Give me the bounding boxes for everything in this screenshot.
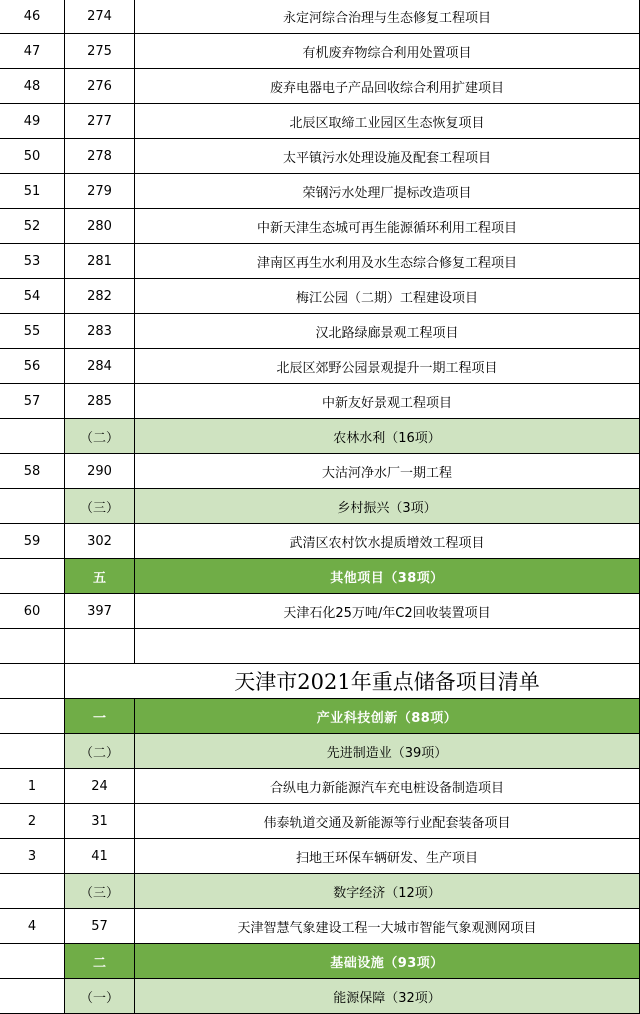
- category-row: [0, 559, 640, 594]
- project-name-cell: [135, 104, 640, 139]
- project-name-cell: [135, 489, 640, 524]
- item-row: [0, 909, 640, 944]
- project-name-cell-text: 先进制造业（39项）: [326, 745, 448, 761]
- item-row: [0, 174, 640, 209]
- project-code-cell: [65, 769, 135, 804]
- project-code-cell: [65, 629, 135, 664]
- project-name-cell-text: 梅江公园（二期）工程建设项目: [295, 290, 478, 306]
- seq-number-cell-text: 50: [23, 148, 41, 164]
- project-code-cell-text: 57: [91, 918, 108, 934]
- project-code-cell-text: （三）: [79, 885, 119, 901]
- project-code-cell-text: （二）: [79, 430, 119, 446]
- project-name-cell-text: 北辰区取缔工业园区生态恢复项目: [289, 115, 485, 131]
- seq-number-cell: [0, 209, 65, 244]
- project-name-cell: [135, 454, 640, 489]
- seq-number-cell: [0, 769, 65, 804]
- project-code-cell-text: 31: [91, 813, 108, 829]
- seq-number-cell-text: 48: [23, 78, 41, 94]
- seq-number-cell-text: 51: [23, 183, 41, 199]
- project-name-cell-text: 数字经济（12项）: [333, 885, 441, 901]
- project-code-cell-text: 275: [87, 43, 112, 59]
- project-name-cell: [135, 559, 640, 594]
- item-row: [0, 69, 640, 104]
- project-name-cell: [135, 174, 640, 209]
- project-code-cell: [65, 944, 135, 979]
- project-name-cell-text: 汉北路绿廊景观工程项目: [315, 325, 459, 341]
- seq-number-cell: [0, 524, 65, 559]
- project-name-cell-text: 乡村振兴（3项）: [337, 500, 437, 516]
- seq-number-cell: [0, 34, 65, 69]
- project-code-cell-text: 279: [87, 183, 112, 199]
- project-name-cell: [135, 804, 640, 839]
- seq-number-cell-text: 47: [23, 43, 41, 59]
- project-name-cell: [135, 209, 640, 244]
- project-code-cell-text: 290: [87, 463, 112, 479]
- project-name-cell: [135, 419, 640, 454]
- project-name-cell: [135, 69, 640, 104]
- project-name-cell-text: 津南区再生水利用及水生态综合修复工程项目: [256, 255, 517, 271]
- seq-number-cell: [0, 244, 65, 279]
- seq-number-cell: [0, 174, 65, 209]
- project-code-cell: [65, 139, 135, 174]
- project-code-cell-text: 24: [91, 778, 108, 794]
- project-name-cell: [135, 0, 640, 34]
- seq-number-cell: [0, 314, 65, 349]
- seq-number-cell: [0, 384, 65, 419]
- project-name-cell-text: 永定河综合治理与生态修复工程项目: [282, 10, 491, 26]
- project-code-cell: [65, 594, 135, 629]
- project-name-cell: [135, 139, 640, 174]
- project-name-cell: [135, 524, 640, 559]
- seq-number-cell: [0, 139, 65, 174]
- table-title: [65, 664, 640, 699]
- seq-number-cell: [0, 559, 65, 594]
- project-name-cell: [135, 384, 640, 419]
- project-code-cell: [65, 104, 135, 139]
- project-code-cell-text: 277: [87, 113, 112, 129]
- item-row: [0, 769, 640, 804]
- item-row: [0, 314, 640, 349]
- seq-number-cell: [0, 839, 65, 874]
- project-name-cell: [135, 244, 640, 279]
- project-code-cell-text: （一）: [79, 990, 119, 1006]
- project-name-cell-text: 废弃电器电子产品回收综合利用扩建项目: [269, 80, 504, 96]
- project-name-cell: [135, 734, 640, 769]
- project-code-cell: [65, 909, 135, 944]
- project-name-cell-text: 天津智慧气象建设工程一大城市智能气象观测网项目: [237, 920, 537, 936]
- project-code-cell-text: 41: [91, 848, 108, 864]
- project-code-cell: [65, 874, 135, 909]
- project-code-cell: [65, 839, 135, 874]
- subcategory-row: [0, 419, 640, 454]
- subcategory-row: [0, 734, 640, 769]
- item-row: [0, 104, 640, 139]
- project-name-cell-text: 大沽河净水厂一期工程: [321, 465, 452, 481]
- seq-number-cell-text: 57: [23, 393, 41, 409]
- project-name-cell: [135, 594, 640, 629]
- seq-number-cell: [0, 909, 65, 944]
- project-code-cell-text: 274: [87, 8, 112, 24]
- project-name-cell-text: 荣钢污水处理厂提标改造项目: [302, 185, 472, 201]
- project-name-cell-text: 中新友好景观工程项目: [321, 395, 452, 411]
- project-code-cell-text: 282: [87, 288, 112, 304]
- seq-number-cell-text: 60: [23, 603, 41, 619]
- project-code-cell: [65, 279, 135, 314]
- project-code-cell-text: 284: [87, 358, 112, 374]
- project-name-cell-text: 太平镇污水处理设施及配套工程项目: [282, 150, 491, 166]
- project-name-cell: [135, 909, 640, 944]
- seq-number-cell-text: 52: [23, 218, 41, 234]
- project-code-cell-text: 397: [87, 603, 112, 619]
- project-code-cell: [65, 314, 135, 349]
- seq-number-cell: [0, 0, 65, 34]
- project-code-cell-text: 280: [87, 218, 112, 234]
- project-code-cell-text: （三）: [79, 500, 119, 516]
- project-code-cell: [65, 69, 135, 104]
- blank-row: [0, 629, 640, 664]
- seq-number-cell: [0, 734, 65, 769]
- project-name-cell-text: 天津石化25万吨/年C2回收装置项目: [283, 605, 491, 621]
- project-name-cell-text: 合纵电力新能源汽车充电桩设备制造项目: [269, 780, 504, 796]
- project-code-cell-text: 一: [92, 710, 106, 726]
- item-row: [0, 244, 640, 279]
- project-code-cell-text: 302: [87, 533, 112, 549]
- project-code-cell-text: 276: [87, 78, 112, 94]
- project-code-cell-text: （二）: [79, 745, 119, 761]
- project-name-cell: [135, 699, 640, 734]
- item-row: [0, 454, 640, 489]
- seq-number-cell: [0, 594, 65, 629]
- item-row: [0, 279, 640, 314]
- project-code-cell-text: 285: [87, 393, 112, 409]
- seq-number-cell-text: 3: [27, 848, 37, 864]
- seq-number-cell-text: 4: [27, 918, 37, 934]
- project-code-cell: [65, 349, 135, 384]
- seq-number-cell-text: 55: [23, 323, 41, 339]
- seq-number-cell-text: 59: [23, 533, 41, 549]
- project-name-cell: [135, 629, 640, 664]
- seq-number-cell: [0, 454, 65, 489]
- item-row: [0, 804, 640, 839]
- seq-number-cell: [0, 944, 65, 979]
- table-title-text: 天津市2021年重点储备项目清单: [234, 670, 540, 694]
- project-name-cell-text: 产业科技创新（88项）: [316, 710, 458, 726]
- seq-number-cell: [0, 699, 65, 734]
- category-row: [0, 699, 640, 734]
- project-name-cell-text: 扫地王环保车辆研发、生产项目: [295, 850, 478, 866]
- item-row: [0, 34, 640, 69]
- item-row: [0, 349, 640, 384]
- project-name-cell: [135, 279, 640, 314]
- seq-number-cell-text: 2: [27, 813, 37, 829]
- project-name-cell-text: 农林水利（16项）: [333, 430, 441, 446]
- project-code-cell: [65, 524, 135, 559]
- project-name-cell: [135, 349, 640, 384]
- project-name-cell-text: 其他项目（38项）: [330, 570, 444, 586]
- project-name-cell: [135, 314, 640, 349]
- project-code-cell: [65, 419, 135, 454]
- seq-number-cell: [0, 664, 65, 699]
- project-code-cell: [65, 0, 135, 34]
- item-row: [0, 524, 640, 559]
- project-code-cell-text: 278: [87, 148, 112, 164]
- project-name-cell-text: 北辰区郊野公园景观提升一期工程项目: [276, 360, 498, 376]
- project-code-cell: [65, 734, 135, 769]
- seq-number-cell-text: 1: [27, 778, 37, 794]
- project-name-cell: [135, 34, 640, 69]
- subcategory-row: [0, 874, 640, 909]
- project-name-cell: [135, 944, 640, 979]
- project-name-cell-text: 基础设施（93项）: [330, 955, 444, 971]
- seq-number-cell: [0, 279, 65, 314]
- project-code-cell-text: 二: [92, 955, 106, 971]
- project-code-cell: [65, 559, 135, 594]
- seq-number-cell-text: 54: [23, 288, 41, 304]
- item-row: [0, 139, 640, 174]
- seq-number-cell: [0, 874, 65, 909]
- seq-number-cell: [0, 349, 65, 384]
- project-name-cell-text: 能源保障（32项）: [333, 990, 441, 1006]
- seq-number-cell-text: 58: [23, 463, 41, 479]
- seq-number-cell: [0, 804, 65, 839]
- project-code-cell: [65, 174, 135, 209]
- item-row: [0, 839, 640, 874]
- project-code-cell: [65, 489, 135, 524]
- project-name-cell: [135, 839, 640, 874]
- project-code-cell: [65, 244, 135, 279]
- seq-number-cell-text: 56: [23, 358, 41, 374]
- project-code-cell-text: 五: [92, 570, 106, 586]
- project-code-cell: [65, 454, 135, 489]
- seq-number-cell: [0, 419, 65, 454]
- project-code-cell: [65, 804, 135, 839]
- project-name-cell: [135, 874, 640, 909]
- project-name-cell: [135, 769, 640, 804]
- project-name-cell-text: 武清区农村饮水提质增效工程项目: [289, 535, 485, 551]
- seq-number-cell-text: 53: [23, 253, 41, 269]
- seq-number-cell-text: 46: [23, 8, 41, 24]
- table-title-row: [0, 664, 640, 699]
- project-code-cell-text: 281: [87, 253, 112, 269]
- project-name-cell-text: 中新天津生态城可再生能源循环利用工程项目: [256, 220, 517, 236]
- seq-number-cell: [0, 489, 65, 524]
- project-code-cell: [65, 699, 135, 734]
- seq-number-cell: [0, 104, 65, 139]
- project-name-cell-text: 伟泰轨道交通及新能源等行业配套装备项目: [263, 815, 511, 831]
- subcategory-row: [0, 489, 640, 524]
- item-row: [0, 594, 640, 629]
- project-code-cell: [65, 209, 135, 244]
- item-row: [0, 0, 640, 34]
- seq-number-cell-text: 49: [23, 113, 41, 129]
- project-code-cell-text: 283: [87, 323, 112, 339]
- seq-number-cell: [0, 69, 65, 104]
- category-row: [0, 944, 640, 979]
- project-name-cell-text: 有机废弃物综合利用处置项目: [302, 45, 472, 61]
- project-code-cell: [65, 384, 135, 419]
- project-code-cell: [65, 34, 135, 69]
- item-row: [0, 209, 640, 244]
- seq-number-cell: [0, 629, 65, 664]
- item-row: [0, 384, 640, 419]
